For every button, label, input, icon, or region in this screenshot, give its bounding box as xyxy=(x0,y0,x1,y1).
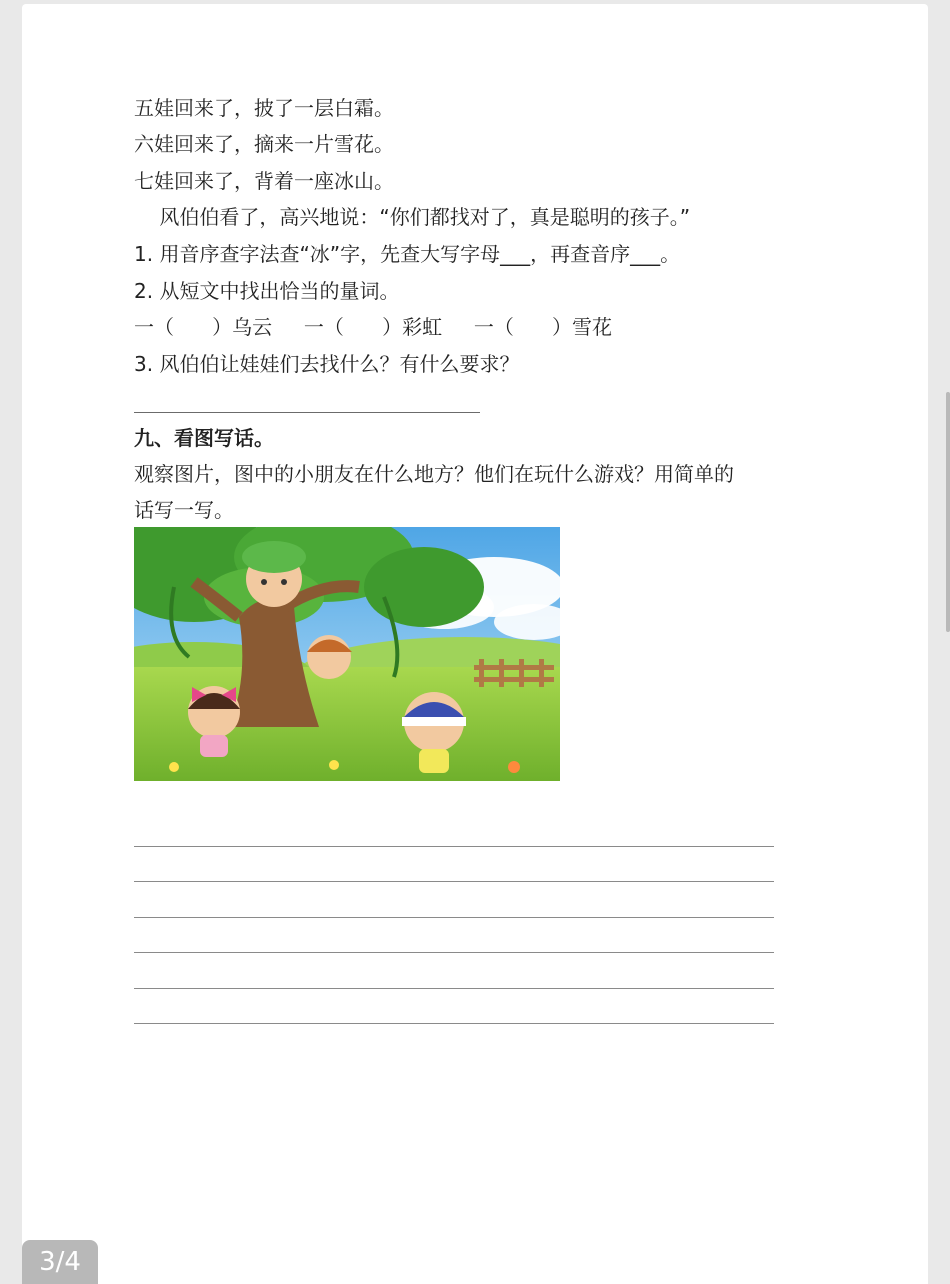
worksheet-page xyxy=(22,4,928,1284)
writing-line-1 xyxy=(134,846,774,847)
writing-line-4 xyxy=(134,952,774,953)
question-2: 2. 从短文中找出恰当的量词。 xyxy=(134,279,400,303)
section-9-prompt-line-1: 观察图片，图中的小朋友在什么地方？他们在玩什么游戏？用简单的 xyxy=(134,462,734,486)
section-9-prompt-line-2: 话写一写。 xyxy=(134,498,234,522)
answer-line xyxy=(134,412,480,413)
writing-line-2 xyxy=(134,881,774,882)
writing-line-3 xyxy=(134,917,774,918)
cartoon-hide-and-seek-picture xyxy=(134,527,560,781)
passage-line-4: 风伯伯看了，高兴地说：“你们都找对了，真是聪明的孩子。” xyxy=(134,205,691,229)
page-indicator: 3/4 xyxy=(22,1240,98,1284)
section-9-heading: 九、看图写话。 xyxy=(134,426,274,450)
passage-line-3: 七娃回来了，背着一座冰山。 xyxy=(134,169,394,193)
writing-line-6 xyxy=(134,1023,774,1024)
passage-line-2: 六娃回来了，摘来一片雪花。 xyxy=(134,132,394,156)
question-3: 3. 风伯伯让娃娃们去找什么？有什么要求？ xyxy=(134,352,520,376)
question-1: 1. 用音序查字法查“冰”字，先查大写字母___，再查音序___。 xyxy=(134,242,681,266)
passage-line-1: 五娃回来了，披了一层白霜。 xyxy=(134,96,394,120)
vertical-scrollbar[interactable] xyxy=(946,392,950,632)
writing-line-5 xyxy=(134,988,774,989)
question-2-blanks: 一（ ）乌云 一（ ）彩虹 一（ ）雪花 xyxy=(134,315,613,339)
